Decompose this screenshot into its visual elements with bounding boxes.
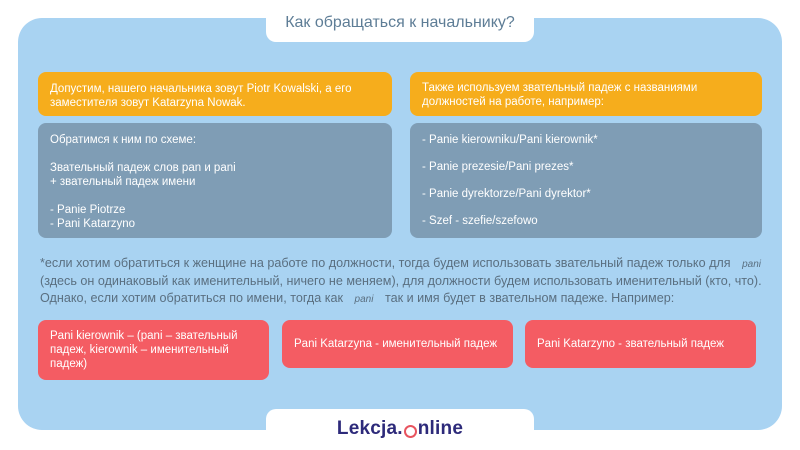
scheme-spacer	[50, 147, 380, 161]
pani-italic-2: pani	[354, 294, 374, 305]
footnote-paragraph	[40, 255, 770, 308]
title-tab	[266, 4, 534, 42]
logo-o-circle-icon	[404, 425, 417, 438]
scheme-rule-line-1: Звательный падеж слов pan и pani	[50, 162, 236, 174]
logo-text-part-2: nline	[417, 418, 464, 439]
example-1-line-1: Pani kierownik – (pani – звательный	[50, 330, 238, 342]
job-title-example: - Panie prezesie/Pani prezes*	[422, 161, 574, 173]
scheme-rule-line-2: + звательный падеж имени	[50, 176, 196, 188]
example-1-line-2: падеж, kierownik – именительный	[50, 344, 229, 356]
example-box-nominative	[282, 320, 513, 368]
left-scheme-box	[38, 123, 392, 238]
footnote-part-3: так и имя будет в звательном падеже. Например:	[384, 291, 675, 305]
example-box-vocative	[525, 320, 756, 368]
job-title-example: - Szef - szefie/szefowo	[422, 215, 538, 227]
pani-italic-1: pani	[742, 259, 762, 270]
logo	[266, 409, 534, 449]
right-intro-box	[410, 72, 762, 116]
footnote-part-1: *если хотим обратиться к женщине на работе по должности, тогда будем использовать звательный падеж только для	[40, 256, 731, 270]
example-3-text: Pani Katarzyno - звательный падеж	[537, 338, 724, 350]
scheme-example-1: - Panie Piotrze	[50, 204, 126, 216]
scheme-spacer	[50, 189, 380, 203]
logo-text-part-1: Lekcja.	[336, 418, 403, 439]
scheme-heading: Обратимся к ним по схеме:	[50, 134, 197, 146]
left-intro-line-1: Допустим, нашего начальника зовут Piotr Kowalski, а его	[50, 83, 352, 95]
example-box-kierownik	[38, 320, 269, 380]
right-intro-line-2: должностей на работе, например:	[422, 96, 604, 108]
page-title: Как обращаться к начальнику?	[285, 14, 515, 31]
job-title-example: - Panie dyrektorze/Pani dyrektor*	[422, 188, 591, 200]
left-intro-box	[38, 72, 392, 116]
right-intro-line-1: Также используем звательный падеж с названиями	[422, 82, 698, 94]
example-1-line-3: падеж)	[50, 358, 88, 370]
job-title-example: - Panie kierowniku/Pani kierownik*	[422, 134, 598, 146]
footnote-part-2: (здесь он одинаковый как именительный, ничего не меняем), для должности будем использовать именительный (кто, что). Однако, если хотим обратиться по имени, тогда как	[40, 274, 762, 305]
example-2-text: Pani Katarzyna - именительный падеж	[294, 338, 498, 350]
scheme-example-2: - Pani Katarzyno	[50, 218, 136, 230]
right-examples-box	[410, 123, 762, 238]
left-intro-line-2: заместителя зовут Katarzyna Nowak.	[50, 97, 246, 109]
